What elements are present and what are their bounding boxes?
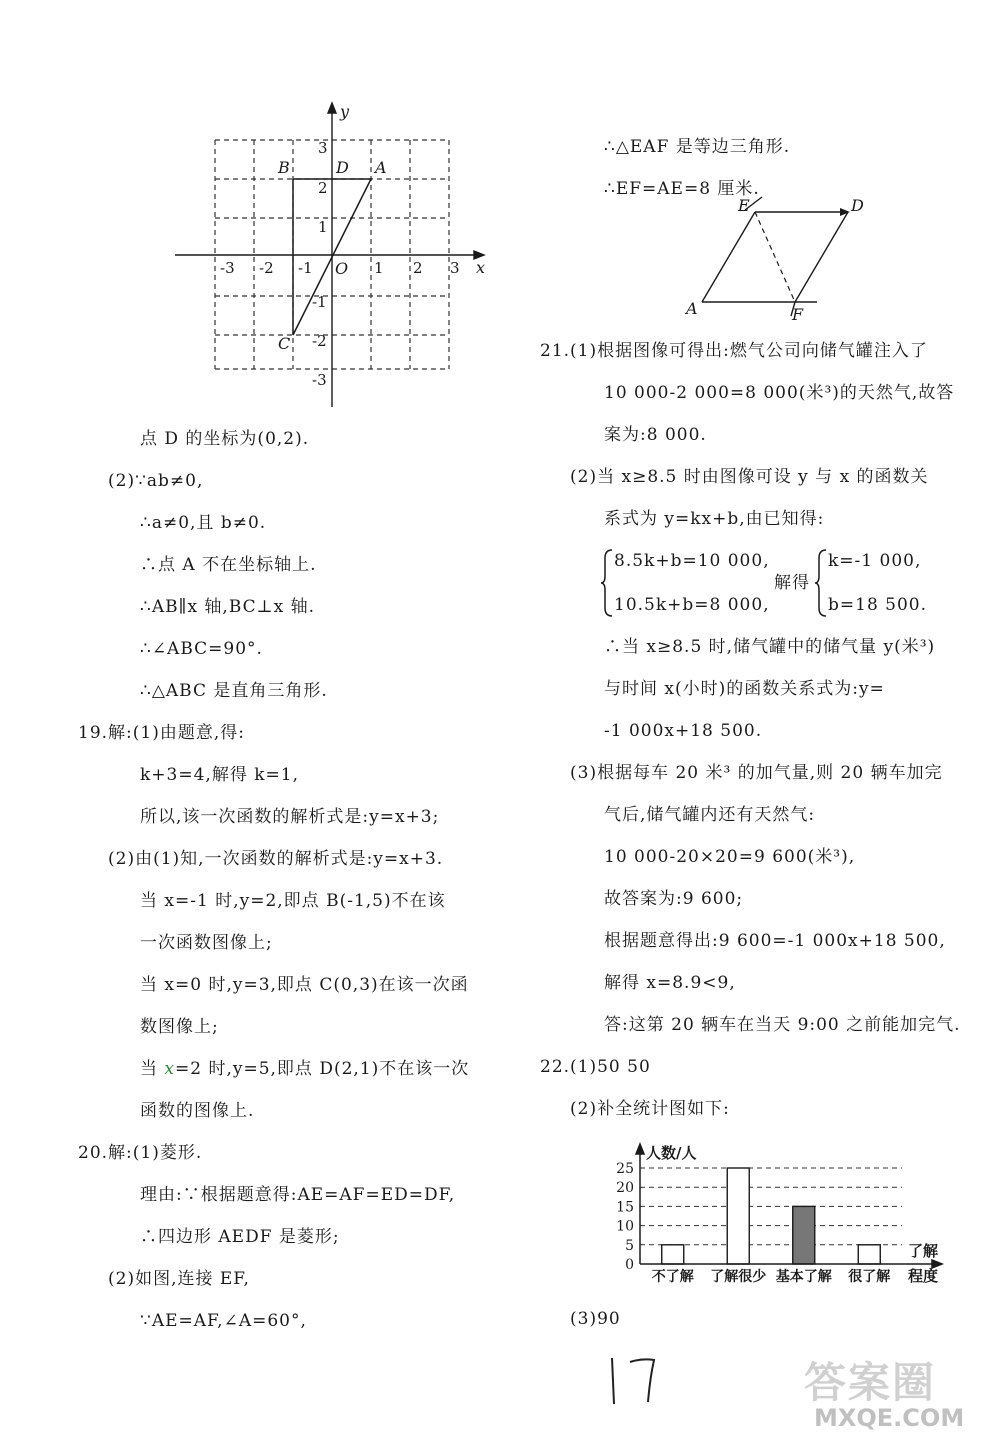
bar [662, 1245, 684, 1264]
x-tick: -2 [259, 259, 274, 277]
text-line: k+3=4,解得 k=1, [140, 765, 299, 785]
category-label: 基本了解 [775, 1269, 832, 1285]
text-line: (3)90 [570, 1309, 621, 1329]
chart-y-ticks [616, 1161, 634, 1273]
y-tick-label: 10 [616, 1218, 634, 1235]
chart-x-labels [652, 1268, 891, 1285]
text-line: ∵AE=AF,∠A=60°, [140, 1311, 307, 1331]
text-fragment: =2 时,y=5,即点 D(2,1)不在该一次 [175, 1059, 470, 1079]
origin-label: O [335, 259, 349, 278]
equation: k=-1 000, [828, 551, 922, 571]
text-line: ∴EF=AE=8 厘米. [604, 179, 760, 199]
text-line: ∴△ABC 是直角三角形. [140, 681, 328, 701]
text-line: 理由:∵根据题意得:AE=AF=ED=DF, [140, 1185, 456, 1205]
problem-21-heading: 21.(1)根据图像可得出:燃气公司向储气罐注入了 [540, 341, 928, 361]
bar-chart [600, 1138, 960, 1288]
category-label: 不了解 [651, 1269, 694, 1285]
text-line: (3)根据每车 20 米³ 的加气量,则 20 辆车加完 [570, 763, 943, 783]
text-line: 系式为 y=kx+b,由已知得: [604, 509, 825, 529]
bar [858, 1245, 880, 1264]
text-line: ∴a≠0,且 b≠0. [140, 513, 267, 533]
text-line: 所以,该一次函数的解析式是:y=x+3; [140, 807, 440, 827]
left-brace [814, 548, 828, 618]
bar [793, 1206, 815, 1264]
point-label-d: D [336, 158, 349, 177]
text-line: 10 000-20×20=9 600(米³), [604, 847, 856, 867]
text-line: ∴△EAF 是等边三角形. [604, 137, 791, 157]
x-tick: 3 [450, 259, 460, 277]
text-line: 一次函数图像上; [140, 933, 273, 953]
point-label-c: C [278, 334, 291, 353]
x-tick: -3 [220, 259, 235, 277]
x-axis-title-part: 程度 [908, 1267, 939, 1285]
x-tick: 1 [374, 259, 384, 277]
y-tick: -2 [312, 332, 327, 350]
text-line: 案为:8 000. [604, 425, 707, 445]
category-label: 很了解 [848, 1269, 891, 1285]
text-line: 数图像上; [140, 1017, 219, 1037]
text-line: 点 D 的坐标为(0,2). [140, 429, 310, 449]
equation: b=18 500. [828, 595, 928, 615]
y-tick-label: 25 [616, 1161, 634, 1177]
y-tick: 3 [318, 139, 328, 157]
watermark [800, 1350, 990, 1435]
coordinate-figure [170, 95, 500, 415]
text-line: ∴当 x≥8.5 时,储气罐中的储气量 y(米³) [604, 637, 936, 657]
text-line: 气后,储气罐内还有天然气: [604, 805, 816, 825]
x-axis-label: x [476, 258, 486, 277]
handwritten-page-number [598, 1352, 668, 1412]
rhombus-figure [680, 192, 880, 322]
y-tick: -3 [312, 371, 327, 389]
bar [727, 1168, 749, 1264]
text-line: ∴AB∥x 轴,BC⊥x 轴. [140, 597, 316, 617]
text-line: ∴∠ABC=90°. [140, 639, 263, 659]
chart-bars [662, 1168, 881, 1264]
y-tick: 2 [318, 179, 328, 197]
text-fragment: 当 [140, 1059, 165, 1079]
y-axis-label: y [340, 102, 350, 121]
problem-19-heading: 19.解:(1)由题意,得: [78, 723, 245, 743]
text-line: 函数的图像上. [140, 1101, 255, 1121]
text-line: -1 000x+18 500. [604, 721, 763, 741]
x-tick: 2 [413, 259, 423, 277]
point-label-b: B [278, 158, 290, 177]
text-line: (2)由(1)知,一次函数的解析式是:y=x+3. [108, 849, 444, 869]
vertex-label-e: E [738, 196, 750, 215]
text-line: 与时间 x(小时)的函数关系式为:y= [604, 679, 885, 699]
y-axis-arrow [636, 1144, 644, 1154]
text-line: ∴点 A 不在坐标轴上. [140, 555, 317, 575]
highlighted-variable: x [164, 1059, 175, 1079]
vertex-label-f: F [792, 305, 804, 322]
equation: 8.5k+b=10 000, [614, 551, 770, 571]
x-tick: -1 [298, 259, 313, 277]
y-axis-title: 人数/人 [646, 1144, 697, 1162]
text-line: ∴四边形 AEDF 是菱形; [140, 1227, 340, 1247]
y-tick-label: 20 [616, 1180, 634, 1197]
watermark-site: MXQE.COM [814, 1404, 965, 1432]
text-line [140, 1058, 469, 1080]
text-line: 答:这第 20 辆车在当天 9:00 之前能加完气. [604, 1015, 961, 1035]
text-line: 解得 [774, 573, 810, 593]
text-line: (2)补全统计图如下: [570, 1099, 730, 1119]
problem-20-heading: 20.解:(1)菱形. [78, 1143, 203, 1163]
text-line: (2)如图,连接 EF, [108, 1269, 250, 1289]
text-line: 根据题意得出:9 600=-1 000x+18 500, [604, 931, 946, 951]
y-tick: 1 [318, 218, 328, 236]
point-label-a: A [375, 158, 387, 177]
category-label: 了解很少 [710, 1269, 767, 1285]
text-line: (2)当 x≥8.5 时由图像可设 y 与 x 的函数关 [570, 467, 929, 487]
text-line: 故答案为:9 600; [604, 889, 744, 909]
y-tick-label: 0 [625, 1257, 634, 1273]
left-brace [600, 548, 614, 618]
text-line: 当 x=-1 时,y=2,即点 B(-1,5)不在该 [140, 891, 446, 911]
text-line: 解得 x=8.9<9, [604, 973, 736, 993]
equation: 10.5k+b=8 000, [614, 595, 770, 615]
y-tick-label: 15 [616, 1199, 634, 1216]
watermark-logo-text: 答案圈 [804, 1358, 937, 1407]
text-line: 当 x=0 时,y=3,即点 C(0,3)在该一次函 [140, 975, 469, 995]
vertex-label-a: A [686, 299, 698, 318]
text-line: (2)∵ab≠0, [108, 471, 204, 491]
y-tick-label: 5 [625, 1237, 634, 1254]
text-line: 10 000-2 000=8 000(米³)的天然气,故答 [604, 383, 955, 403]
chart-grid [640, 1168, 902, 1245]
y-tick: -1 [312, 293, 327, 311]
vertex-label-d: D [851, 196, 864, 215]
problem-22-heading: 22.(1)50 50 [540, 1057, 651, 1077]
x-axis-title-part: 了解 [908, 1242, 939, 1260]
